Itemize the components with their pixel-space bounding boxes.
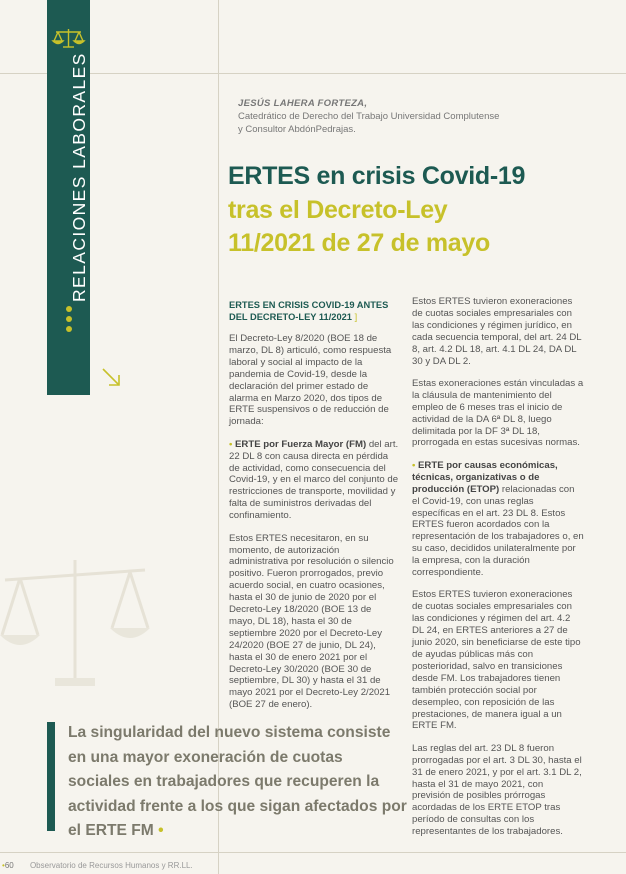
section-label: RELACIONES LABORALES — [69, 52, 89, 302]
scale-icon — [47, 28, 90, 50]
author-affiliation-line1: Catedrático de Derecho del Trabajo Universidad Complutense — [238, 111, 500, 123]
bullet-text: del art. 22 DL 8 con causa directa en pérdida de actividad, como consecuencia del Covid-19, y en el marco del conjunto de restricciones de transporte, movilidad y falta de suministros derivadas del confinamiento. — [229, 438, 399, 522]
bullet-paragraph-fm — [229, 439, 399, 522]
article-title — [228, 160, 618, 261]
paragraph: Estos ERTES tuvieron exoneraciones de cuotas sociales empresariales con las condiciones y régimen del art. 4.2 DL 24, en ERTES anteriores a 27 de junio 2020, sin beneficiarse de este tipo de ayudas públicas más con posterioridad, salvo en transiciones desde FM. Los trabajadores tienen también protección social por desempleo, con reposición de las prestaciones, de manera igual a un ERTE FM. — [412, 589, 581, 732]
quote-end-mark: • — [158, 822, 164, 839]
bullet-title: ERTE por Fuerza Mayor (FM) — [235, 438, 367, 450]
quote-bar — [47, 722, 55, 831]
title-line3: 11/2021 de 27 de mayo — [228, 229, 490, 257]
title-line2: tras el Decreto-Ley — [228, 195, 448, 224]
page-footer — [2, 861, 193, 870]
paragraph: Estos ERTES necesitaron, en su momento, de autorización administrativa por resolución o silencio positivo. Fueron prorrogados, previo acuerdo social, en cuatro ocasiones, hasta el 30 de junio de 2020 por el Decreto-Ley 18/2020 (BOE 13 de mayo, DL 18), hasta el 30 de septiembre 2020 por el Decreto-Ley 24/2020 (BOE 27 de junio, DL 24), hasta el 30 de enero 2021 por el Decreto-Ley 30/2020 (BOE 30 de septiembre, DL 30) y hasta el 31 de mayo 2021 por el Decreto-Ley 2/2021 (BOE 27 de enero). — [229, 532, 394, 711]
arrow-down-right-icon — [100, 366, 124, 390]
bullet-title: ERTE por causas económicas, técnicas, organizativas o de producción (ETOP) — [412, 459, 558, 495]
footer-bullet: • — [2, 861, 5, 870]
heading-mark: ] — [354, 311, 358, 322]
section-sidebar — [47, 0, 90, 395]
quote-text: La singularidad del nuevo sistema consiste en una mayor exoneración de cuotas sociales en trabajadores que recuperen la actividad frente a los que sigan afectados por el ERTE FM • — [68, 724, 407, 839]
guide-line-bottom — [0, 852, 626, 853]
bullet-dot: • — [412, 459, 416, 471]
bullet-dot: • — [229, 438, 233, 450]
paragraph: Las reglas del art. 23 DL 8 fueron prorrogadas por el art. 3 DL 30, hasta el 31 de enero 2021, y por el art. 3.1 DL 2, hasta el 31 de mayo 2021, con previsión de posibles prórrogas acordadas de los ERTE ETOP tras período de consultas con los representantes de los trabajadores. — [412, 742, 582, 838]
text-column-1 — [229, 300, 399, 722]
publication-name: Observatorio de Recursos Humanos y RR.LL. — [29, 861, 193, 870]
text-column-2 — [412, 296, 584, 849]
section-dots — [65, 306, 73, 336]
scale-watermark-icon — [0, 540, 150, 690]
title-line1: ERTES en crisis Covid-19 — [228, 162, 526, 190]
paragraph: El Decreto-Ley 8/2020 (BOE 18 de marzo, DL 8) articuló, como respuesta laboral y social al impacto de la pandemia de Covid-19, desde la declaración del primer estado de alarma en Marzo 2020, dos tipos de ERTE suspensivos o de reducción de jornada: — [229, 333, 392, 428]
author-name: JESÚS LAHERA FORTEZA, — [238, 98, 368, 109]
bullet-text: relacionadas con el Covid-19, con unas reglas específicas en el art. 23 DL 8. Estos ERTES fueron acordados con la representación de los trabajadores o, en su caso, decididos unilateralmente por la empresa, con la duración correspondiente. — [412, 483, 584, 579]
paragraph: Estos ERTES tuvieron exoneraciones de cuotas sociales empresariales con las condiciones y régimen jurídico, en cada secuencia temporal, del art. 24 DL 8, art. 4.2 DL 18, art. 4.1 DL 24, DA DL 30 y DA DL 2. — [412, 296, 582, 367]
paragraph: Estas exoneraciones están vinculadas a la cláusula de mantenimiento del empleo de 6 meses tras el inicio de actividad de la DA 6ª DL 8, luego delimitada por la DF 3ª DL 18, prorrogada en estas sucesivas normas. — [412, 377, 584, 449]
page-number: 60 — [4, 861, 14, 870]
bullet-paragraph-etop — [412, 460, 584, 579]
guide-line-top — [0, 73, 626, 74]
author-affiliation-line2: y Consultor AbdónPedrajas. — [238, 124, 356, 136]
pull-quote — [47, 717, 417, 839]
author-block — [238, 97, 499, 137]
section-heading: ERTES EN CRISIS COVID-19 ANTES DEL DECRETO-LEY 11/2021 ] — [229, 300, 389, 322]
